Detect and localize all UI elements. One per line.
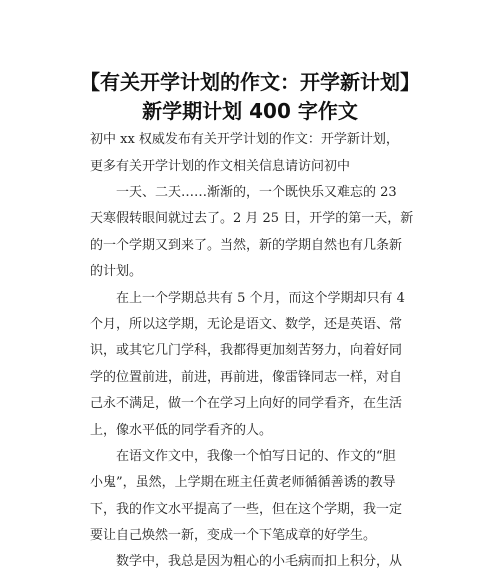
body-line: 一天、二天……渐渐的，一个既快乐又难忘的 23: [90, 185, 397, 200]
body-line: 在上一个学期总共有 5 个月，而这个学期却只有 4: [90, 291, 405, 306]
body-line: 个月，所以这学期，无论是语文、数学，还是英语、常: [90, 317, 403, 332]
body-line: 的一个学期又到来了。当然，新的学期自然也有几条新: [90, 238, 403, 253]
body-line: 学的位置前进，前进，再前进，像雷锋同志一样，对自: [90, 370, 403, 385]
body-line: 识，或其它几门学科，我都得更加刻苦努力，向着好同: [90, 343, 403, 358]
body-line: 初中 xx 权威发布有关开学计划的作文：开学新计划，: [90, 132, 399, 147]
body-line: 上，像水平低的同学看齐的人。: [90, 423, 273, 438]
document-title-line-2: 新学期计划 400 字作文: [142, 99, 358, 123]
body-line: 在语文作文中，我像一个怕写日记的、作文的“胆: [90, 449, 396, 464]
body-line: 数学中，我总是因为粗心的小毛病而扣上积分，从: [90, 554, 403, 569]
body-line: 更多有关开学计划的作文相关信息请访问初中: [90, 159, 351, 174]
body-line: 的计划。: [90, 264, 143, 279]
body-line: 天寒假转眼间就过去了。2 月 25 日，开学的第一天，新: [90, 211, 414, 226]
body-line: 下，我的作文水平提高了一些，但在这个学期，我一定: [90, 502, 403, 517]
body-line: 小鬼”，虽然，上学期在班主任黄老师循循善诱的教导: [90, 475, 396, 490]
body-line: 己永不满足，做一个在学习上向好的同学看齐，在生活: [90, 396, 403, 411]
document-title-line-1: 【有关开学计划的作文：开学新计划】: [80, 70, 420, 94]
body-line: 要让自己焕然一新，变成一个下笔成章的好学生。: [90, 528, 377, 543]
